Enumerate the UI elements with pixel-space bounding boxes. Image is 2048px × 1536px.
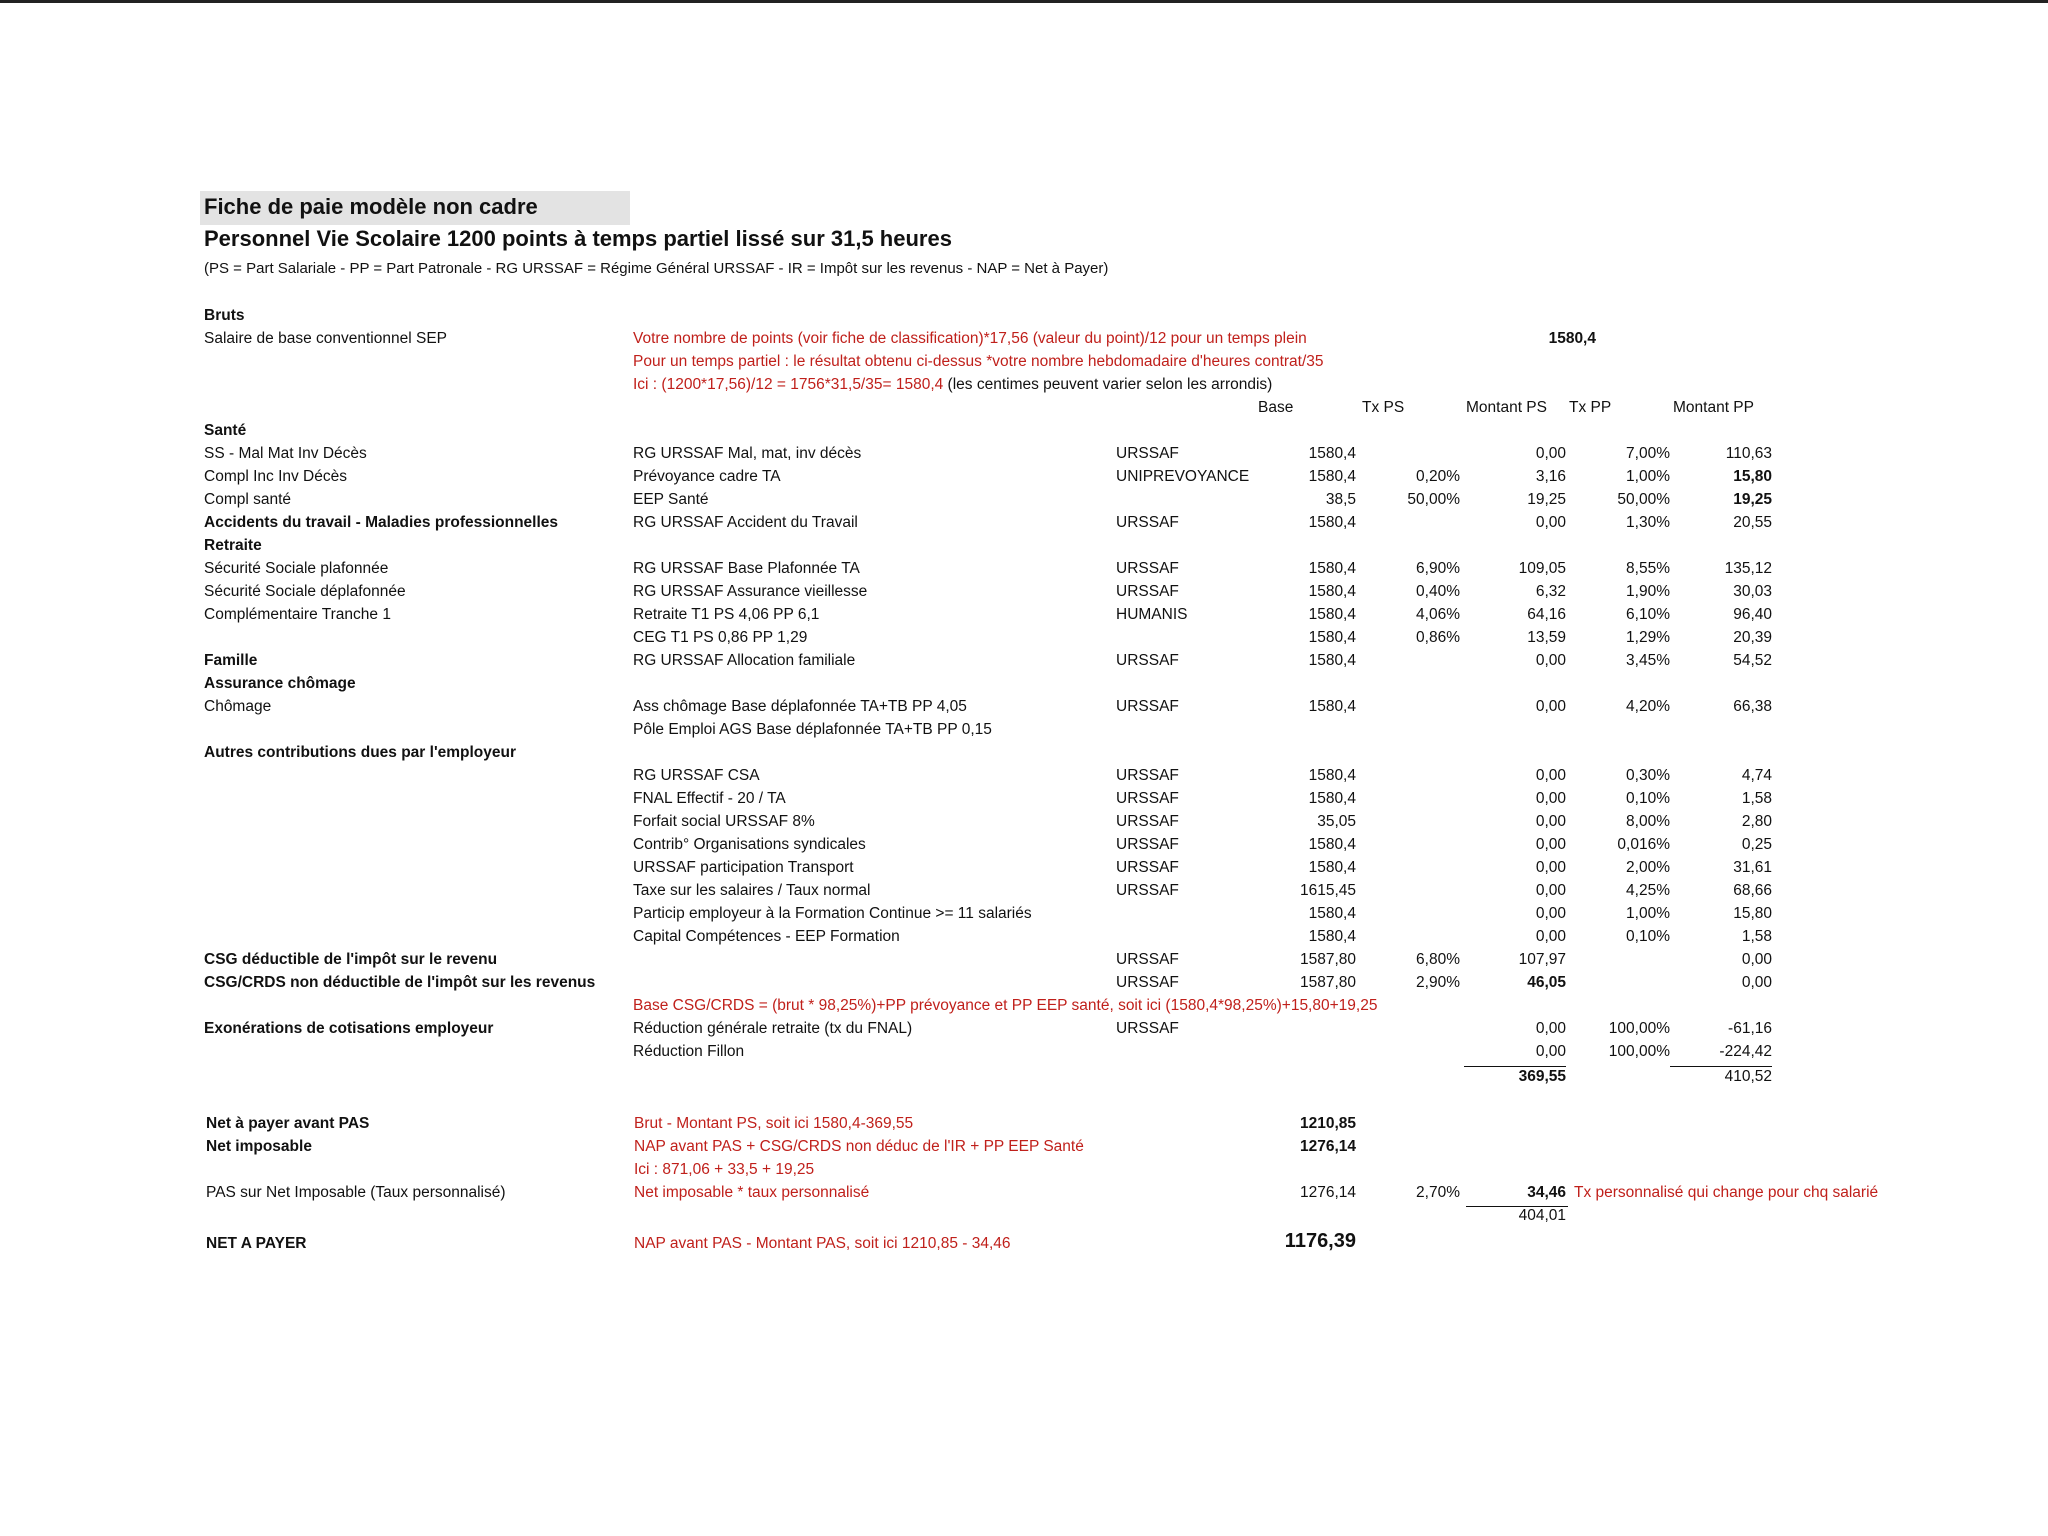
row-montant-pp: 30,03 [1733, 583, 1772, 600]
row-description: Ass chômage Base déplafonnée TA+TB PP 4,05 [633, 698, 967, 715]
row-tx-pp: 50,00% [1617, 491, 1670, 508]
row-organism: URSSAF [1116, 698, 1179, 715]
row-organism: URSSAF [1116, 767, 1179, 784]
row-label: Retraite [204, 537, 262, 554]
row-description: Forfait social URSSAF 8% [633, 813, 815, 830]
row-label: Compl santé [204, 491, 292, 508]
col-header-montant-pp: Montant PP [1673, 399, 1754, 416]
table-row [0, 882, 2048, 905]
table-row [0, 951, 2048, 974]
row-label: Complémentaire Tranche 1 [204, 606, 391, 623]
row-montant-ps: 107,97 [1518, 951, 1566, 968]
table-row [0, 859, 2048, 882]
row-base: 1580,4 [1308, 928, 1356, 945]
table-row [0, 675, 2048, 698]
row-organism: URSSAF [1116, 951, 1179, 968]
table-row [0, 422, 2048, 445]
row-montant-ps: 0,00 [1535, 652, 1566, 669]
row-montant-ps: 0,00 [1535, 905, 1566, 922]
row-tx-ps: 4,06% [1416, 606, 1460, 623]
row-montant-ps: 13,59 [1527, 629, 1566, 646]
table-row [0, 767, 2048, 790]
row-organism: URSSAF [1116, 560, 1179, 577]
row-label: Famille [204, 652, 258, 669]
table-row [0, 905, 2048, 928]
row-tx-pp: 1,30% [1626, 514, 1670, 531]
row-montant-pp: 1,58 [1741, 928, 1772, 945]
row-description: Taxe sur les salaires / Taux normal [633, 882, 871, 899]
row-montant-ps: 0,00 [1535, 836, 1566, 853]
row-label: Sécurité Sociale plafonnée [204, 560, 389, 577]
row-montant-ps: 46,05 [1527, 974, 1566, 991]
row-base: 1580,4 [1308, 606, 1356, 623]
row-label: Accidents du travail - Maladies professionnelles [204, 514, 559, 531]
row-label: Exonérations de cotisations employeur [204, 1020, 494, 1037]
row-montant-ps: 0,00 [1535, 882, 1566, 899]
row-tx-pp: 4,20% [1626, 698, 1670, 715]
table-row [0, 790, 2048, 813]
base-salary-label: Salaire de base conventionnel SEP [204, 330, 447, 347]
row-tx-pp: 3,45% [1626, 652, 1670, 669]
row-base: 1580,4 [1308, 629, 1356, 646]
table-row [0, 997, 2048, 1020]
row-tx-pp: 2,00% [1626, 859, 1670, 876]
row-organism: URSSAF [1116, 836, 1179, 853]
row-organism: URSSAF [1116, 790, 1179, 807]
pas-comment: Tx personnalisé qui change pour chq salarié [1574, 1184, 1879, 1201]
row-organism: URSSAF [1116, 514, 1179, 531]
row-tx-ps: 0,20% [1416, 468, 1460, 485]
document-subtitle: Personnel Vie Scolaire 1200 points à temps partiel lissé sur 31,5 heures [204, 226, 952, 251]
pas-subtotal: 404,01 [1518, 1207, 1566, 1224]
table-row [0, 629, 2048, 652]
row-base: 38,5 [1325, 491, 1356, 508]
table-row [0, 583, 2048, 606]
row-montant-ps: 0,00 [1535, 859, 1566, 876]
row-montant-pp: 20,55 [1733, 514, 1772, 531]
net-imposable-note-1: NAP avant PAS + CSG/CRDS non déduc de l'IR + PP EEP Santé [634, 1138, 1084, 1155]
row-montant-ps: 0,00 [1535, 790, 1566, 807]
net-imposable-value: 1276,14 [1299, 1138, 1356, 1155]
row-tx-pp: 6,10% [1626, 606, 1670, 623]
net-a-payer-note: NAP avant PAS - Montant PAS, soit ici 1210,85 - 34,46 [634, 1235, 1011, 1252]
row-montant-pp: -224,42 [1719, 1043, 1772, 1060]
row-montant-pp: 20,39 [1733, 629, 1772, 646]
row-montant-ps: 19,25 [1527, 491, 1566, 508]
row-base: 1580,4 [1308, 836, 1356, 853]
row-tx-pp: 0,10% [1626, 928, 1670, 945]
row-base: 1580,4 [1308, 560, 1356, 577]
net-a-payer-label: NET A PAYER [206, 1235, 307, 1252]
row-montant-pp: 54,52 [1733, 652, 1772, 669]
row-montant-ps: 6,32 [1535, 583, 1566, 600]
row-base: 1580,4 [1308, 859, 1356, 876]
row-montant-ps: 109,05 [1518, 560, 1566, 577]
row-base: 1580,4 [1308, 790, 1356, 807]
table-row [0, 468, 2048, 491]
row-description: RG URSSAF Base Plafonnée TA [633, 560, 860, 577]
table-row [0, 652, 2048, 675]
table-row [0, 491, 2048, 514]
total-montant-ps: 369,55 [1518, 1068, 1566, 1085]
table-row [0, 445, 2048, 468]
table-row [0, 1043, 2048, 1066]
table-row [0, 537, 2048, 560]
row-description: Prévoyance cadre TA [633, 468, 781, 485]
row-label: SS - Mal Mat Inv Décès [204, 445, 367, 462]
base-salary-value: 1580,4 [1548, 330, 1596, 347]
col-header-tx-ps: Tx PS [1362, 399, 1405, 416]
row-montant-ps: 3,16 [1535, 468, 1566, 485]
row-montant-pp: 19,25 [1733, 491, 1772, 508]
row-montant-ps: 0,00 [1535, 1043, 1566, 1060]
row-organism: URSSAF [1116, 882, 1179, 899]
row-tx-pp: 0,10% [1626, 790, 1670, 807]
row-label: Assurance chômage [204, 675, 356, 692]
row-organism: URSSAF [1116, 859, 1179, 876]
row-tx-ps: 0,86% [1416, 629, 1460, 646]
row-organism: URSSAF [1116, 1020, 1179, 1037]
row-label: CSG déductible de l'impôt sur le revenu [204, 951, 498, 968]
row-description: Réduction Fillon [633, 1043, 745, 1060]
pas-note: Net imposable * taux personnalisé [634, 1184, 870, 1201]
row-description: RG URSSAF Allocation familiale [633, 652, 856, 669]
row-base: 1580,4 [1308, 905, 1356, 922]
row-tx-ps: 50,00% [1407, 491, 1460, 508]
row-description: Pôle Emploi AGS Base déplafonnée TA+TB PP 0,15 [633, 721, 992, 738]
row-description: RG URSSAF Assurance vieillesse [633, 583, 868, 600]
row-description: URSSAF participation Transport [633, 859, 854, 876]
row-description: RG URSSAF CSA [633, 767, 760, 784]
row-label: CSG/CRDS non déductible de l'impôt sur les revenus [204, 974, 596, 991]
row-tx-pp: 8,55% [1626, 560, 1670, 577]
base-salary-note-3 [633, 376, 1272, 394]
row-description: Capital Compétences - EEP Formation [633, 928, 900, 945]
row-montant-pp: 68,66 [1733, 882, 1772, 899]
col-header-base: Base [1258, 399, 1294, 416]
row-montant-pp: 0,25 [1741, 836, 1772, 853]
row-tx-ps: 0,40% [1416, 583, 1460, 600]
table-row [0, 744, 2048, 767]
row-montant-ps: 0,00 [1535, 514, 1566, 531]
table-row [0, 928, 2048, 951]
row-tx-pp: 100,00% [1608, 1020, 1670, 1037]
col-header-montant-ps: Montant PS [1466, 399, 1547, 416]
document-title: Fiche de paie modèle non cadre [200, 191, 630, 225]
scan-top-edge [0, 0, 2048, 3]
row-montant-ps: 0,00 [1535, 1020, 1566, 1037]
row-tx-ps: 6,80% [1416, 951, 1460, 968]
row-montant-pp: 31,61 [1733, 859, 1772, 876]
net-imposable-label: Net imposable [206, 1138, 312, 1155]
row-organism: HUMANIS [1116, 606, 1188, 623]
row-montant-pp: 15,80 [1733, 468, 1772, 485]
row-label: Chômage [204, 698, 272, 715]
abbreviation-legend: (PS = Part Salariale - PP = Part Patronale - RG URSSAF = Régime Général URSSAF - IR = Impôt sur les revenus - NAP = Net à Payer) [204, 260, 1109, 277]
row-montant-ps: 0,00 [1535, 767, 1566, 784]
row-description: RG URSSAF Mal, mat, inv décès [633, 445, 862, 462]
row-tx-pp: 1,00% [1626, 468, 1670, 485]
row-label: Sécurité Sociale déplafonnée [204, 583, 406, 600]
nap-before-pas-note: Brut - Montant PS, soit ici 1580,4-369,55 [634, 1115, 914, 1132]
base-salary-note-2: Pour un temps partiel : le résultat obtenu ci-dessus *votre nombre hebdomadaire d'heures contrat/35 [633, 353, 1324, 370]
row-montant-ps: 0,00 [1535, 445, 1566, 462]
row-montant-pp: 15,80 [1733, 905, 1772, 922]
row-tx-pp: 8,00% [1626, 813, 1670, 830]
row-label: Santé [204, 422, 247, 439]
row-organism: UNIPREVOYANCE [1116, 468, 1250, 485]
row-tx-pp: 1,90% [1626, 583, 1670, 600]
table-row [0, 721, 2048, 744]
table-row [0, 836, 2048, 859]
pas-amount: 34,46 [1527, 1184, 1566, 1201]
row-montant-pp: 0,00 [1741, 951, 1772, 968]
row-montant-ps: 0,00 [1535, 698, 1566, 715]
nap-before-pas-label: Net à payer avant PAS [206, 1115, 370, 1132]
row-montant-pp: 96,40 [1733, 606, 1772, 623]
net-imposable-note-2: Ici : 871,06 + 33,5 + 19,25 [634, 1161, 815, 1178]
row-label: Compl Inc Inv Décès [204, 468, 347, 485]
row-description: Réduction générale retraite (tx du FNAL) [633, 1020, 913, 1037]
row-montant-pp: 66,38 [1733, 698, 1772, 715]
row-description: Retraite T1 PS 4,06 PP 6,1 [633, 606, 820, 623]
row-base: 1587,80 [1299, 974, 1356, 991]
row-description: Particip employeur à la Formation Continue >= 11 salariés [633, 905, 1032, 922]
row-base: 1580,4 [1308, 698, 1356, 715]
row-tx-pp: 4,25% [1626, 882, 1670, 899]
row-tx-pp: 0,30% [1626, 767, 1670, 784]
table-row [0, 813, 2048, 836]
row-tx-pp: 0,016% [1617, 836, 1670, 853]
row-organism: URSSAF [1116, 445, 1179, 462]
table-row [0, 560, 2048, 583]
row-description: CEG T1 PS 0,86 PP 1,29 [633, 629, 808, 646]
row-organism: URSSAF [1116, 583, 1179, 600]
table-row [0, 974, 2048, 997]
row-description: Contrib° Organisations syndicales [633, 836, 866, 853]
pas-rate: 2,70% [1416, 1184, 1460, 1201]
row-base: 1580,4 [1308, 652, 1356, 669]
row-base: 1587,80 [1299, 951, 1356, 968]
row-montant-pp: 2,80 [1741, 813, 1772, 830]
bruts-heading: Bruts [204, 307, 245, 324]
row-tx-ps: 2,90% [1416, 974, 1460, 991]
row-base: 1580,4 [1308, 445, 1356, 462]
total-montant-pp: 410,52 [1724, 1068, 1772, 1085]
row-montant-pp: 1,58 [1741, 790, 1772, 807]
row-montant-pp: -61,16 [1728, 1020, 1772, 1037]
table-row [0, 514, 2048, 537]
row-base: 1580,4 [1308, 468, 1356, 485]
row-base: 1580,4 [1308, 583, 1356, 600]
row-description: RG URSSAF Accident du Travail [633, 514, 858, 531]
ps-total-rule [1464, 1066, 1566, 1067]
row-label: Autres contributions dues par l'employeur [204, 744, 517, 761]
pas-label: PAS sur Net Imposable (Taux personnalisé) [206, 1184, 506, 1201]
table-row [0, 606, 2048, 629]
col-header-tx-pp: Tx PP [1569, 399, 1612, 416]
row-montant-pp: 0,00 [1741, 974, 1772, 991]
row-description: Base CSG/CRDS = (brut * 98,25%)+PP prévoyance et PP EEP santé, soit ici (1580,4*98,25%)+15,80+19,25 [633, 997, 1378, 1014]
table-row [0, 698, 2048, 721]
row-montant-ps: 0,00 [1535, 928, 1566, 945]
row-montant-ps: 64,16 [1527, 606, 1566, 623]
row-montant-pp: 110,63 [1725, 445, 1772, 462]
row-base: 1580,4 [1308, 514, 1356, 531]
table-row [0, 1020, 2048, 1043]
rounding-remark: (les centimes peuvent varier selon les arrondis) [943, 376, 1273, 393]
row-tx-pp: 7,00% [1626, 445, 1670, 462]
base-salary-calculation: Ici : (1200*17,56)/12 = 1756*31,5/35= 1580,4 [633, 376, 944, 393]
row-description: EEP Santé [633, 491, 709, 508]
row-tx-pp: 100,00% [1608, 1043, 1670, 1060]
pp-total-rule [1670, 1066, 1772, 1067]
row-description: FNAL Effectif - 20 / TA [633, 790, 786, 807]
row-tx-ps: 6,90% [1416, 560, 1460, 577]
row-base: 1580,4 [1308, 767, 1356, 784]
row-organism: URSSAF [1116, 813, 1179, 830]
row-tx-pp: 1,29% [1626, 629, 1670, 646]
net-a-payer-value: 1176,39 [1284, 1230, 1356, 1252]
row-base: 35,05 [1317, 813, 1356, 830]
row-organism: URSSAF [1116, 652, 1179, 669]
row-organism: URSSAF [1116, 974, 1179, 991]
nap-before-pas-value: 1210,85 [1299, 1115, 1356, 1132]
row-montant-ps: 0,00 [1535, 813, 1566, 830]
row-tx-pp: 1,00% [1626, 905, 1670, 922]
row-montant-pp: 4,74 [1741, 767, 1772, 784]
row-base: 1615,45 [1299, 882, 1356, 899]
pas-base: 1276,14 [1299, 1184, 1356, 1201]
row-montant-pp: 135,12 [1724, 560, 1772, 577]
base-salary-note-1: Votre nombre de points (voir fiche de classification)*17,56 (valeur du point)/12 pour un temps plein [633, 330, 1307, 347]
